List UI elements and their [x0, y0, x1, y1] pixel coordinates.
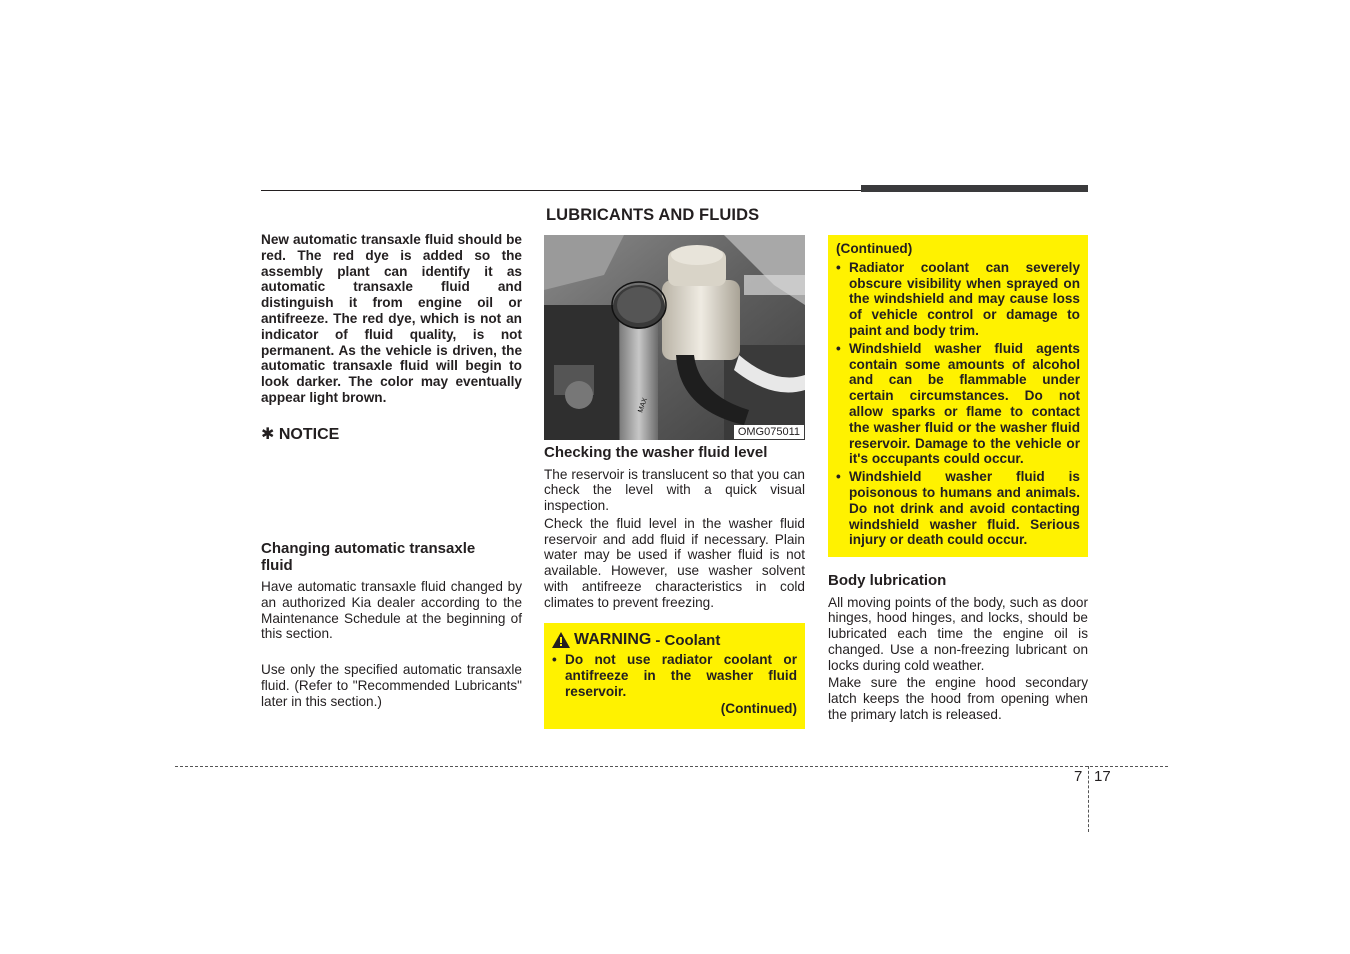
warning-sublabel: - Coolant: [655, 631, 721, 649]
changing-fluid-paragraph-2: Use only the specified automatic transaxle fluid. (Refer to "Recommended Lubricants" later in this section.): [261, 662, 522, 709]
max-mark-label: MAX: [637, 397, 650, 414]
washer-paragraph-2: Check the fluid level in the washer fluid reservoir and add fluid if necessary. Plain water may be used if washer fluid is not available. However, use washer solvent with antifreeze characteristics in cold climates to prevent freezing.: [544, 515, 805, 610]
footer-dashed-divider: [1088, 766, 1089, 832]
warning-label: WARNING: [574, 631, 652, 648]
washer-paragraph-1: The reservoir is translucent so that you can check the level with a quick visual inspection.: [544, 466, 805, 514]
body-lubrication-paragraph-1: All moving points of the body, such as door hinges, hood hinges, and locks, should be lubricated each time the engine oil is changed. Use a non-freezing lubricant on locks during cold weather.: [828, 594, 1088, 673]
left-column: [261, 232, 522, 406]
coolant-warning-box: [544, 623, 805, 729]
warning-title: [552, 631, 797, 649]
continued-warning-list: [836, 260, 1080, 548]
changing-fluid-heading: Changing automatic transaxle fluid: [261, 540, 476, 574]
warning-continued: (Continued): [720, 701, 797, 717]
footer-dashed-rule: [175, 766, 1168, 767]
section-title: LUBRICANTS AND FLUIDS: [546, 206, 760, 224]
washer-reservoir-photo: [544, 235, 805, 440]
transaxle-fluid-intro: New automatic transaxle fluid should be red. The red dye is added so the assembly plant can identify it as automatic transaxle fluid and distinguish it from engine oil or antifreeze. The red dye, which is not an indicator of fluid quality, is not permanent. As the vehicle is driven, the automatic transaxle fluid will begin to look darker. The color may eventually appear light brown.: [261, 232, 522, 405]
photo-code: OMG075011: [734, 425, 804, 439]
washer-section: [544, 445, 805, 611]
body-lubrication-section: [828, 573, 1088, 723]
warning-list: [552, 652, 797, 699]
body-lubrication-heading: Body lubrication: [828, 572, 947, 589]
changing-fluid-section: [261, 541, 522, 710]
warning-item: • Radiator coolant can severely obscure visibility when sprayed on the windshield and may cause loss of vehicle control or damage to paint and body trim.: [836, 260, 1080, 339]
warning-triangle-icon: [552, 632, 570, 648]
body-lubrication-paragraph-2: Make sure the engine hood secondary latch keeps the hood from opening when the primary latch is released.: [828, 675, 1088, 723]
continued-label: (Continued): [836, 241, 913, 256]
changing-fluid-paragraph-1: Have automatic transaxle fluid changed by an authorized Kia dealer according to the Maintenance Schedule at the beginning of this section.: [261, 579, 522, 642]
notice-label: ✱ NOTICE: [261, 426, 340, 443]
warning-item: • Windshield washer fluid is poisonous to humans and animals. Do not drink and avoid contacting windshield washer fluid. Serious injury or death could occur.: [836, 469, 1080, 548]
header-rule: [261, 190, 861, 191]
washer-heading: Checking the washer fluid level: [544, 444, 768, 461]
continued-warning-box: [828, 235, 1088, 557]
engine-bay-illustration: [544, 235, 805, 440]
header-bar: [861, 185, 1088, 192]
warning-item: • Windshield washer fluid agents contain some amounts of alcohol and can be flammable under certain circumstances. Do not allow sparks or flame to contact the washer fluid or the washer fluid reservoir. Damage to the vehicle or it's occupants could occur.: [836, 341, 1080, 467]
page-number: 17: [1094, 768, 1111, 785]
chapter-number: 7: [1074, 768, 1083, 785]
warning-item: • Do not use radiator coolant or antifreeze in the washer fluid reservoir.: [552, 652, 797, 699]
